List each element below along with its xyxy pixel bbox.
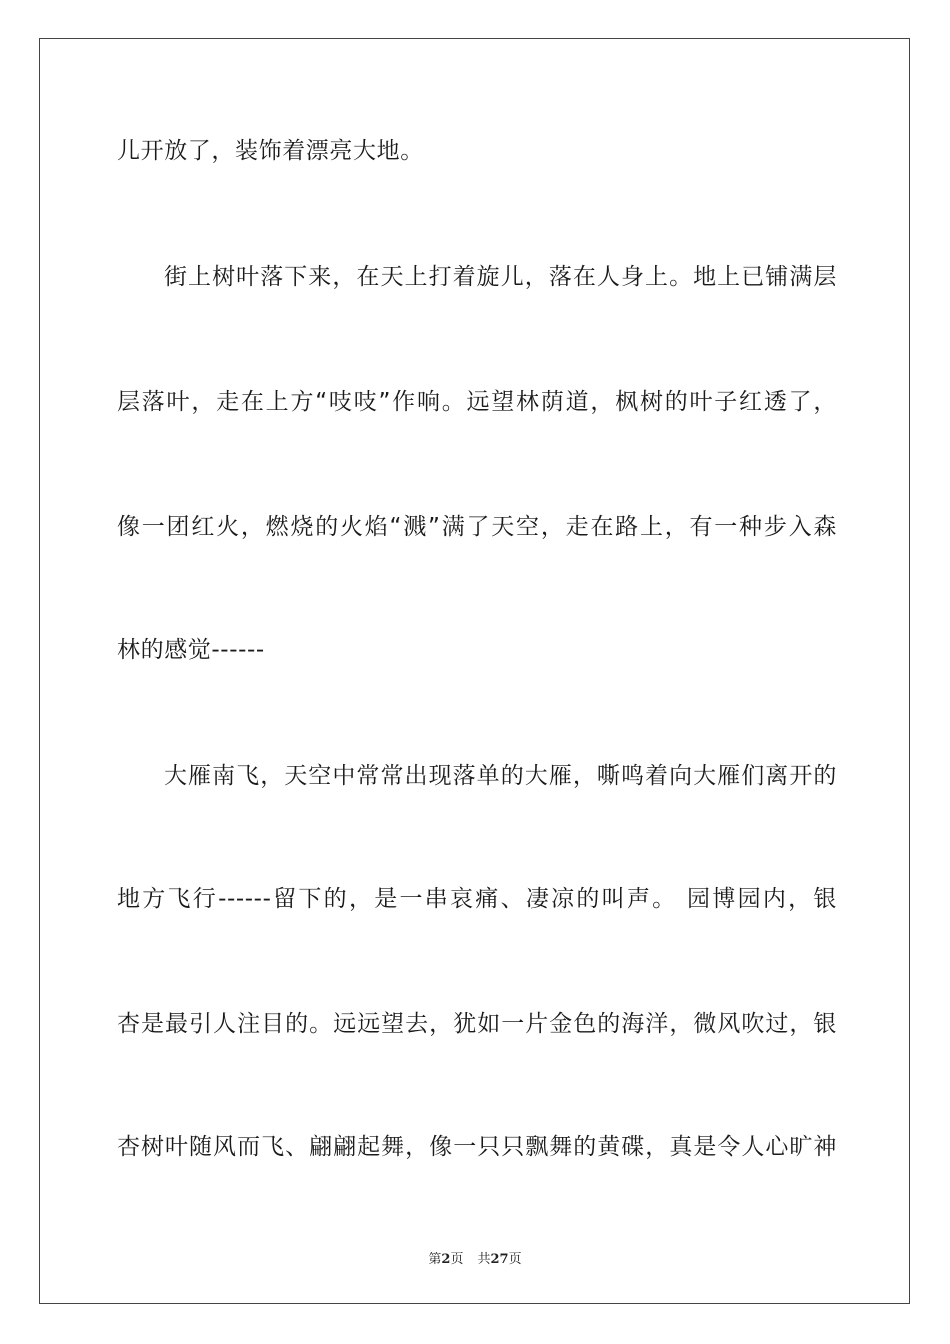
- text-line: 地方飞行------留下的，是一串哀痛、凄凉的叫声。 园博园内，银: [117, 886, 837, 912]
- total-suffix: 页: [508, 1252, 522, 1267]
- paragraph-start-line: 街上树叶落下来，在天上打着旋儿，落在人身上。地上已铺满层: [164, 264, 837, 290]
- total-prefix: 共: [477, 1252, 491, 1267]
- text-line: 儿开放了，装饰着漂亮大地。: [117, 138, 424, 164]
- page-prefix: 第: [428, 1252, 442, 1267]
- text-line: 林的感觉------: [117, 637, 265, 663]
- page-border: [39, 38, 910, 1304]
- page-footer: [0, 1248, 950, 1267]
- text-line: 像一团红火，燃烧的火焰“溅”满了天空，走在路上，有一种步入森: [117, 514, 837, 540]
- text-line: 杏树叶随风而飞、翩翩起舞，像一只只飘舞的黄碟，真是令人心旷神: [117, 1134, 837, 1160]
- paragraph-start-line: 大雁南飞，天空中常常出现落单的大雁，嘶鸣着向大雁们离开的: [164, 763, 837, 789]
- total-pages: 27: [490, 1252, 509, 1267]
- text-line: 杏是最引人注目的。远远望去，犹如一片金色的海洋，微风吹过，银: [117, 1011, 837, 1037]
- page-suffix: 页: [450, 1252, 464, 1267]
- page-number: 2: [441, 1252, 451, 1267]
- text-line: 层落叶，走在上方“吱吱”作响。远望林荫道，枫树的叶子红透了，: [117, 389, 837, 415]
